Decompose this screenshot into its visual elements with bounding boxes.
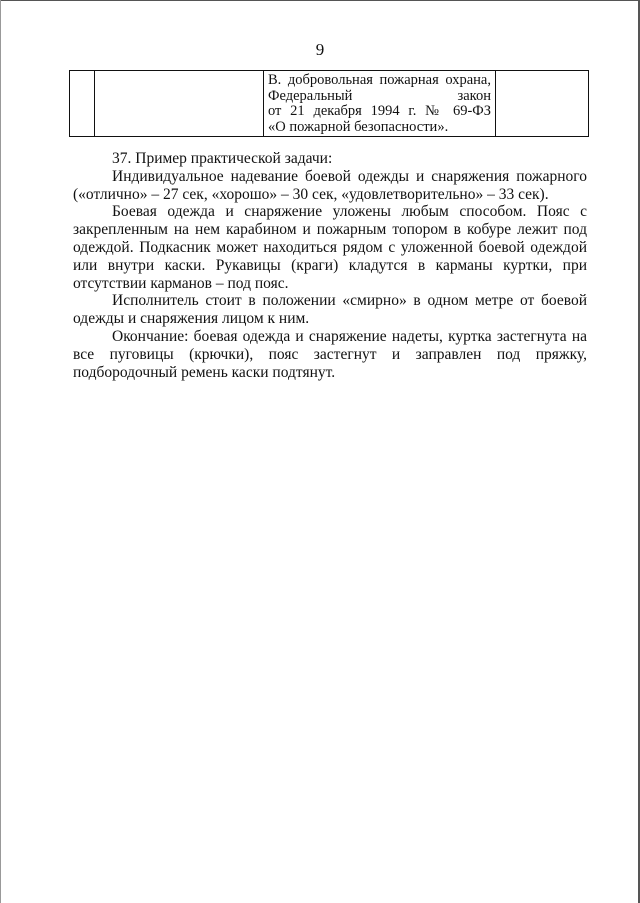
paragraph: Индивидуальное надевание боевой одежды и снаряжения пожарного («отлично» – 27 сек, «хорошо» – 30 сек, «удовлетворительно» – 33 сек). (73, 167, 587, 203)
table-cell-empty (496, 71, 589, 137)
table-fragment (69, 70, 589, 137)
table-cell-empty (95, 71, 264, 137)
page-edge-left (0, 0, 1, 903)
cell-line: «О пожарной безопасности». (268, 118, 449, 135)
page-edge-top (0, 0, 640, 1)
cell-line: В. добровольная пожарная охрана, (268, 72, 491, 88)
cell-line: от 21 декабря 1994 г. № 69-ФЗ (268, 103, 491, 119)
paragraph-heading: 37. Пример практической задачи: (112, 150, 333, 167)
table-cell-number (70, 71, 95, 137)
paragraph: Окончание: боевая одежда и снаряжение надеты, куртка застегнута на все пуговицы (крючки), пояс застегнут и заправлен под пряжку, подбородочный ремень каски подтянут. (73, 327, 587, 381)
paragraph: Исполнитель стоит в положении «смирно» в одном метре от боевой одежды и снаряжения лицом к ним. (73, 292, 587, 328)
paragraph: Боевая одежда и снаряжение уложены любым способом. Пояс с закрепленным на нем карабином и пожарным топором в кобуре лежит под одеждой. Подкасник может находиться рядом с уложенной боевой одеждой или внутри каски. Рукавицы (краги) кладутся в карманы куртки, при отсутствии карманов – под пояс. (73, 203, 587, 292)
cell-line: Федеральный закон (268, 87, 491, 104)
table-row (70, 71, 589, 137)
body-text (73, 150, 587, 381)
table-cell-answer (264, 71, 496, 137)
page-number: 9 (315, 40, 325, 59)
